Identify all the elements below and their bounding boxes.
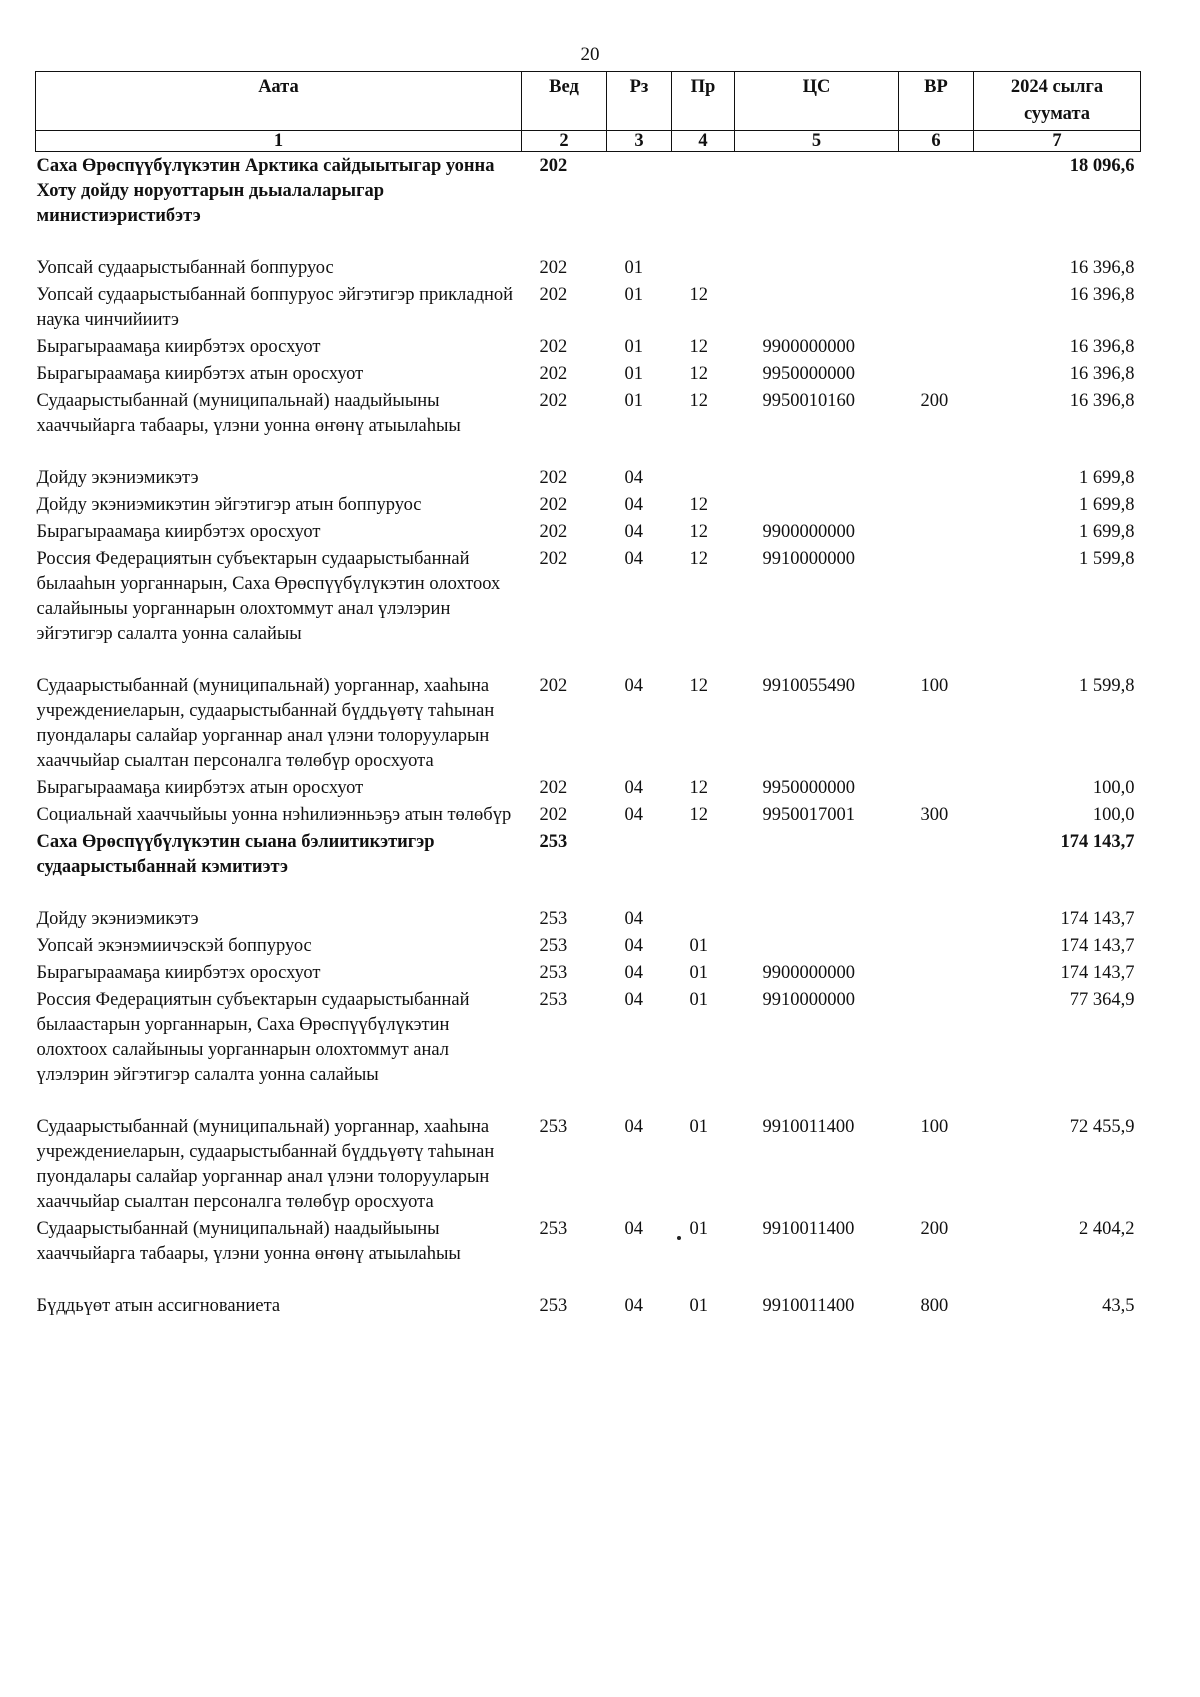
ved-cell: 253 [539, 1117, 568, 1137]
table-row [36, 932, 1141, 959]
table-row [36, 1292, 1141, 1319]
sum-cell: 100,0 [1092, 778, 1135, 798]
sum-cell: 1 699,8 [1079, 522, 1135, 542]
name-cell: Уопсай экэнэмиичэскэй боппуруос [36, 936, 312, 956]
pr-cell [672, 152, 735, 255]
rz-cell: 04 [624, 1219, 643, 1239]
rz-cell: 04 [624, 778, 643, 798]
budget-table [35, 71, 1141, 1319]
name-cell: Бырагыраамаҕа киирбэтэх оросхуот [36, 522, 321, 542]
vr-cell [899, 333, 974, 360]
ved-cell: 253 [539, 1219, 568, 1239]
sum-cell: 100,0 [1092, 805, 1135, 825]
name-cell: Дойду экэниэмикэтин эйгэтигэр атын боппуруос [36, 495, 422, 515]
pr-cell: 12 [689, 522, 708, 542]
vr-cell: 100 [920, 1117, 949, 1137]
vr-cell [899, 281, 974, 333]
sum-cell: 43,5 [1102, 1296, 1135, 1316]
pr-cell: 01 [689, 990, 708, 1010]
rz-cell: 04 [624, 549, 643, 569]
rz-cell: 04 [624, 909, 643, 929]
table-row [36, 801, 1141, 828]
page-number: 20 [580, 44, 600, 65]
pr-cell: 12 [689, 337, 708, 357]
sum-cell: 18 096,6 [1069, 156, 1135, 176]
table-row [36, 905, 1141, 932]
ved-cell: 202 [539, 156, 568, 176]
pr-cell: 01 [689, 963, 708, 983]
cs-cell: 9950010160 [762, 391, 855, 411]
sum-cell: 174 143,7 [1060, 936, 1135, 956]
pr-cell [672, 905, 735, 932]
name-cell: Социальнай хааччыйыы уонна нэһилиэнньэҕэ атын төлөбүр [36, 805, 512, 825]
name-cell: Судаарыстыбаннай (муниципальнай) наадыйыыны хааччыйарга табаары, үлэни уонна өҥөнү атыылаһыы [36, 1219, 461, 1264]
vr-cell: 800 [920, 1296, 949, 1316]
scan-dot [677, 1236, 681, 1240]
pr-cell: 12 [689, 285, 708, 305]
cs-cell [735, 254, 899, 281]
name-cell: Уопсай судаарыстыбаннай боппуруос [36, 258, 334, 278]
ved-cell: 202 [539, 258, 568, 278]
ved-cell: 253 [539, 909, 568, 929]
ved-cell: 202 [539, 495, 568, 515]
name-cell: Россия Федерациятын субъектарын судаарыстыбаннай былаастарын уорганнарын, Саха Өрөспүүбүлүкэтин олохтоох салайыныы уорганнарын олохтоммут анал үлэлэрин эйгэтигэр салалта уонна салайыы [36, 990, 470, 1085]
pr-cell: 12 [689, 549, 708, 569]
ved-cell: 202 [539, 778, 568, 798]
header-pr: Пр [672, 72, 735, 131]
column-number: 4 [672, 131, 735, 152]
cs-cell: 9910011400 [762, 1219, 855, 1239]
column-number: 1 [36, 131, 522, 152]
name-cell: Россия Федерациятын субъектарын судаарыстыбаннай былааһын уорганнарын, Саха Өрөспүүбүлүкэтин олохтоох салайыныы уорганнарын олохтоммут анал үлэлэрин эйгэтигэр салалта уонна салайыы [36, 549, 501, 644]
cs-cell [735, 932, 899, 959]
rz-cell: 04 [624, 936, 643, 956]
header-rz: Рз [607, 72, 672, 131]
cs-cell: 9910000000 [762, 990, 855, 1010]
table-row [36, 828, 1141, 905]
cs-cell: 9950017001 [762, 805, 855, 825]
table-body [36, 152, 1141, 1320]
rz-cell: 01 [624, 337, 643, 357]
rz-cell: 01 [624, 364, 643, 384]
sum-cell: 1 699,8 [1079, 468, 1135, 488]
sum-cell: 1 599,8 [1079, 676, 1135, 696]
cs-cell: 9900000000 [762, 337, 855, 357]
pr-cell: 12 [689, 495, 708, 515]
rz-cell: 04 [624, 963, 643, 983]
rz-cell: 04 [624, 1296, 643, 1316]
column-number-row [36, 131, 1141, 152]
rz-cell: 04 [624, 522, 643, 542]
header-vr: ВР [899, 72, 974, 131]
table-row [36, 959, 1141, 986]
name-cell: Бырагыраамаҕа киирбэтэх оросхуот [36, 963, 321, 983]
table-row [36, 774, 1141, 801]
header-sum-2024: 2024 сылга суумата [974, 72, 1141, 131]
column-number: 6 [899, 131, 974, 152]
rz-cell: 04 [624, 495, 643, 515]
name-cell: Уопсай судаарыстыбаннай боппуруос эйгэтигэр прикладной наука чинчийиитэ [36, 285, 514, 330]
vr-cell [899, 464, 974, 491]
ved-cell: 202 [539, 468, 568, 488]
rz-cell: 04 [624, 990, 643, 1010]
vr-cell: 200 [920, 1219, 949, 1239]
sum-cell: 2 404,2 [1079, 1219, 1135, 1239]
table-row [36, 152, 1141, 255]
pr-cell: 12 [689, 391, 708, 411]
cs-cell [735, 281, 899, 333]
ved-cell: 253 [539, 832, 568, 852]
cs-cell [735, 464, 899, 491]
vr-cell [899, 491, 974, 518]
name-cell: Бырагыраамаҕа киирбэтэх атын оросхуот [36, 778, 364, 798]
table-row [36, 254, 1141, 281]
sum-cell: 1 699,8 [1079, 495, 1135, 515]
table-row [36, 1113, 1141, 1215]
ved-cell: 202 [539, 364, 568, 384]
rz-cell: 01 [624, 258, 643, 278]
pr-cell [672, 464, 735, 491]
table-row [36, 491, 1141, 518]
pr-cell: 01 [689, 1296, 708, 1316]
vr-cell [899, 152, 974, 255]
name-cell: Саха Өрөспүүбүлүкэтин сыана бэлиитикэтигэр судаарыстыбаннай кэмитиэтэ [36, 832, 435, 877]
ved-cell: 202 [539, 522, 568, 542]
ved-cell: 202 [539, 337, 568, 357]
cs-cell: 9910011400 [762, 1117, 855, 1137]
table-row [36, 1215, 1141, 1292]
vr-cell: 300 [920, 805, 949, 825]
sum-cell: 1 599,8 [1079, 549, 1135, 569]
rz-cell: 04 [624, 676, 643, 696]
column-number: 3 [607, 131, 672, 152]
name-cell: Дойду экэниэмикэтэ [36, 909, 199, 929]
cs-cell: 9910011400 [762, 1296, 855, 1316]
vr-cell: 100 [920, 676, 949, 696]
vr-cell [899, 254, 974, 281]
pr-cell: 01 [689, 1117, 708, 1137]
table-row [36, 464, 1141, 491]
table-header-row [36, 72, 1141, 131]
sum-cell: 174 143,7 [1060, 963, 1135, 983]
rz-cell: 04 [624, 1117, 643, 1137]
name-cell: Судаарыстыбаннай (муниципальнай) наадыйыыны хааччыйарга табаары, үлэни уонна өҥөнү атыылаһыы [36, 391, 461, 436]
cs-cell: 9900000000 [762, 963, 855, 983]
ved-cell: 253 [539, 1296, 568, 1316]
sum-cell: 16 396,8 [1069, 258, 1135, 278]
ved-cell: 253 [539, 936, 568, 956]
vr-cell [899, 932, 974, 959]
table-row [36, 360, 1141, 387]
vr-cell [899, 828, 974, 905]
vr-cell [899, 959, 974, 986]
pr-cell: 12 [689, 676, 708, 696]
vr-cell: 200 [920, 391, 949, 411]
sum-cell: 16 396,8 [1069, 364, 1135, 384]
pr-cell: 01 [689, 1219, 708, 1239]
rz-cell [607, 828, 672, 905]
ved-cell: 253 [539, 990, 568, 1010]
table-row [36, 387, 1141, 464]
sum-cell: 174 143,7 [1060, 909, 1135, 929]
table-row [36, 672, 1141, 774]
table-row [36, 545, 1141, 672]
rz-cell: 04 [624, 468, 643, 488]
cs-cell: 9910000000 [762, 549, 855, 569]
cs-cell: 9950000000 [762, 778, 855, 798]
header-cs: ЦС [735, 72, 899, 131]
ved-cell: 253 [539, 963, 568, 983]
sum-cell: 174 143,7 [1060, 832, 1135, 852]
vr-cell [899, 986, 974, 1113]
name-cell: Дойду экэниэмикэтэ [36, 468, 199, 488]
column-number: 2 [522, 131, 607, 152]
header-ved: Вед [522, 72, 607, 131]
pr-cell: 12 [689, 778, 708, 798]
table-row [36, 281, 1141, 333]
rz-cell [607, 152, 672, 255]
pr-cell: 01 [689, 936, 708, 956]
cs-cell: 9910055490 [762, 676, 855, 696]
name-cell: Судаарыстыбаннай (муниципальнай) уорганнар, хааһына учреждениеларын, судаарыстыбаннай бүддьүөтү таһынан пуондалары салайар уорганнар анал үлэни толорууларын хааччыйар сыалтан персоналга төлөбүр оросхуота [36, 676, 495, 771]
name-cell: Бырагыраамаҕа киирбэтэх атын оросхуот [36, 364, 364, 384]
ved-cell: 202 [539, 391, 568, 411]
sum-cell: 77 364,9 [1069, 990, 1135, 1010]
vr-cell [899, 905, 974, 932]
header-name: Аата [36, 72, 522, 131]
cs-cell [735, 828, 899, 905]
vr-cell [899, 360, 974, 387]
ved-cell: 202 [539, 285, 568, 305]
sum-cell: 16 396,8 [1069, 337, 1135, 357]
table-row [36, 333, 1141, 360]
sum-cell: 16 396,8 [1069, 391, 1135, 411]
vr-cell [899, 545, 974, 672]
name-cell: Бырагыраамаҕа киирбэтэх оросхуот [36, 337, 321, 357]
name-cell: Бүддьүөт атын ассигнованиета [36, 1296, 281, 1316]
name-cell: Саха Өрөспүүбүлүкэтин Арктика сайдыытыгар уонна Хоту дойду норуоттарын дьыалаларыгар министиэристибэтэ [36, 156, 495, 226]
sum-cell: 72 455,9 [1069, 1117, 1135, 1137]
ved-cell: 202 [539, 549, 568, 569]
column-number: 7 [974, 131, 1141, 152]
cs-cell [735, 491, 899, 518]
pr-cell [672, 254, 735, 281]
sum-cell: 16 396,8 [1069, 285, 1135, 305]
pr-cell: 12 [689, 805, 708, 825]
cs-cell [735, 905, 899, 932]
cs-cell: 9950000000 [762, 364, 855, 384]
name-cell: Судаарыстыбаннай (муниципальнай) уорганнар, хааһына учреждениеларын, судаарыстыбаннай бүддьүөтү таһынан пуондалары салайар уорганнар анал үлэни толорууларын хааччыйар сыалтан персоналга төлөбүр оросхуота [36, 1117, 495, 1212]
table-row [36, 986, 1141, 1113]
rz-cell: 01 [624, 285, 643, 305]
rz-cell: 04 [624, 805, 643, 825]
pr-cell: 12 [689, 364, 708, 384]
column-number: 5 [735, 131, 899, 152]
cs-cell: 9900000000 [762, 522, 855, 542]
vr-cell [899, 774, 974, 801]
table-row [36, 518, 1141, 545]
pr-cell [672, 828, 735, 905]
rz-cell: 01 [624, 391, 643, 411]
ved-cell: 202 [539, 805, 568, 825]
vr-cell [899, 518, 974, 545]
cs-cell [735, 152, 899, 255]
ved-cell: 202 [539, 676, 568, 696]
